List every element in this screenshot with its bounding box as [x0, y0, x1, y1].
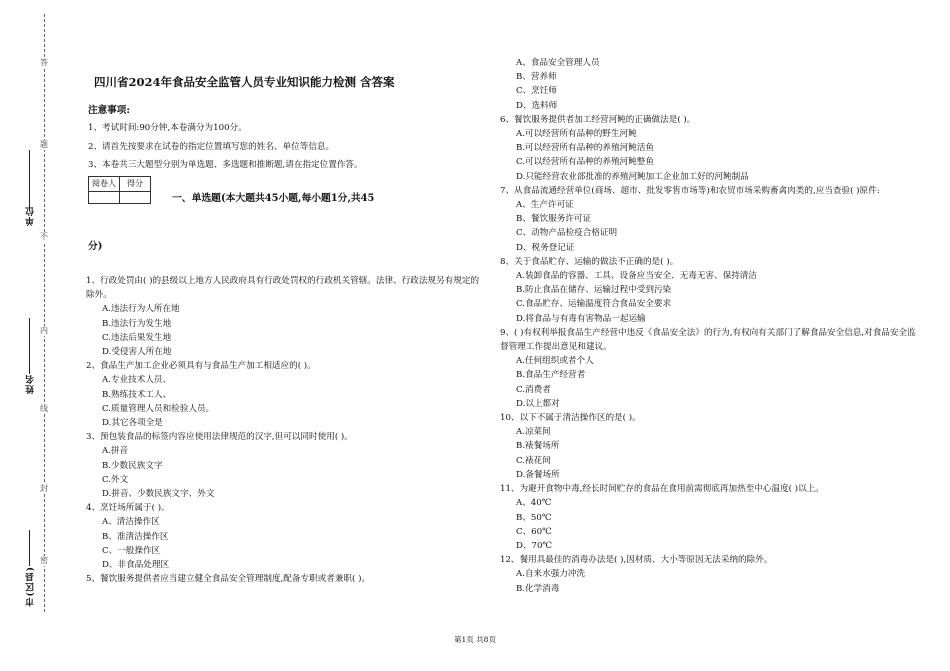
answer-option[interactable]: C、一般操作区 [102, 545, 161, 556]
question [500, 184, 918, 255]
question-stem: 9、( )有权利举报食品生产经营中违反《食品安全法》的行为,有权向有关部门了解食品安全信息,对食品安全监督管理工作提出意见和建议。 [500, 327, 916, 353]
answer-option[interactable]: A.专业技术人员、 [102, 375, 172, 386]
question-stem: 4、烹饪场所属于( )。 [86, 503, 170, 514]
answer-option[interactable]: B、餐饮服务许可证 [516, 214, 592, 225]
score-table [88, 176, 151, 204]
question-stem: 2、食品生产加工企业必须具有与食品生产加工相适应的( )。 [86, 361, 316, 372]
answer-option[interactable]: A、40℃ [516, 498, 552, 509]
answer-option[interactable]: A、生产许可证 [516, 200, 574, 211]
question-stem: 8、关于食品贮存、运输的做法不正确的是( )。 [500, 256, 679, 267]
name-fill-line [29, 318, 30, 374]
score-header: 得分 [120, 176, 151, 191]
unit-fill-line [29, 150, 30, 210]
question-stem: 1、行政处罚由( )的县级以上地方人民政府具有行政处罚权的行政机关管辖。法律、行政法规另有规定的除外。 [86, 275, 480, 301]
question [500, 113, 918, 184]
district-label: 市(区县) [26, 566, 36, 607]
answer-option[interactable]: C.违法后果发生地 [102, 332, 172, 343]
answer-option[interactable]: C、烹饪师 [516, 86, 557, 97]
question [500, 553, 918, 596]
district-fill-line [29, 530, 30, 566]
binding-char: 答 [37, 58, 51, 68]
answer-option[interactable]: B.违法行为发生地 [102, 318, 172, 329]
question [500, 326, 918, 411]
question [86, 430, 486, 501]
question [86, 274, 486, 359]
question [500, 482, 918, 553]
answer-option[interactable]: C.外文 [102, 474, 129, 485]
binding-char: 封 [37, 484, 51, 494]
answer-option[interactable]: B、准清洁操作区 [102, 531, 169, 542]
notice-item: 1、考试时间:90分钟,本卷满分为100分。 [88, 123, 247, 134]
answer-option[interactable]: A、食品安全管理人员 [516, 58, 600, 68]
question-stem: 12、餐用具最佳的消毒办法是( ),因材质、大小等原因无法采纳的除外。 [500, 555, 773, 566]
answer-option[interactable]: D、70℃ [516, 540, 553, 551]
answer-option[interactable]: D、税务登记证 [516, 242, 575, 253]
binding-dash-line [44, 14, 45, 612]
left-column [86, 72, 486, 586]
question [500, 411, 918, 482]
page-title: 四川省2024年食品安全监管人员专业知识能力检测 含答案 [94, 75, 395, 89]
answer-option[interactable]: A.拼音 [102, 446, 129, 457]
answer-option[interactable]: A.可以经营所有品种的野生河鲀 [516, 129, 637, 140]
answer-option[interactable]: C、60℃ [516, 526, 552, 537]
answer-option[interactable]: A.装卸食品的容器、工具、设备应当安全、无毒无害、保持清洁 [516, 271, 757, 282]
answer-option[interactable]: B.可以经营所有品种的养殖河鲀活鱼 [516, 143, 654, 154]
question [86, 359, 486, 430]
score-cell[interactable] [120, 191, 151, 203]
answer-option[interactable]: B.少数民族文字 [102, 460, 163, 471]
page-number: 第1页 共8页 [454, 635, 496, 644]
question-stem: 3、预包装食品的标签内容应使用法律规范的汉字,但可以同时使用( )。 [86, 432, 353, 443]
answer-option[interactable]: B、50℃ [516, 512, 552, 523]
answer-option[interactable]: D.备餐场所 [516, 469, 560, 480]
binding-char: 密 [37, 556, 51, 566]
question [86, 501, 486, 572]
reviewer-cell[interactable] [89, 191, 120, 203]
notice-heading: 注意事项: [88, 105, 130, 116]
question-stem: 11、为避开食物中毒,经长时间贮存的食品在食用前需彻底再加热至中心温度( )以上。 [500, 484, 824, 495]
answer-option[interactable]: D.拼音、少数民族文字、外文 [102, 488, 215, 499]
answer-option[interactable]: A.违法行为人所在地 [102, 304, 180, 315]
binding-char: 线 [37, 404, 51, 414]
answer-option[interactable]: C.裱花间 [516, 455, 551, 466]
answer-option[interactable]: B.熟练技术工人、 [102, 389, 172, 400]
binding-char: 内 [37, 326, 51, 336]
answer-option[interactable]: D、选料师 [516, 100, 558, 111]
answer-option[interactable]: A.凉菜间 [516, 427, 551, 438]
notice-item: 3、本卷共三大题型分别为单选题、多选题和推断题,请在指定位置作答。 [88, 160, 363, 171]
answer-option[interactable]: C.消费者 [516, 384, 551, 395]
answer-option[interactable]: C.食品贮存、运输温度符合食品安全要求 [516, 299, 672, 310]
binding-strip [0, 0, 70, 671]
answer-option[interactable]: D.其它各项全是 [102, 417, 163, 428]
answer-option[interactable]: D.将食品与有毒有害物品一起运输 [516, 313, 646, 324]
question-list-left [86, 274, 486, 586]
question-stem: 10、以下不属于清洁操作区的是( )。 [500, 413, 641, 424]
notice-item: 2、请首先按要求在试卷的指定位置填写您的姓名、单位等信息。 [88, 141, 335, 152]
answer-option[interactable]: D.受侵害人所在地 [102, 346, 172, 357]
answer-option[interactable]: B、营养师 [516, 72, 557, 83]
answer-option[interactable]: C.质量管理人员和检验人员。 [102, 403, 215, 414]
reviewer-header: 阅卷人 [89, 176, 120, 191]
section-title: 一、单选题(本大题共45小题,每小题1分,共45 [172, 192, 375, 204]
answer-option[interactable]: B.化学消毒 [516, 583, 560, 594]
unit-label: 单位 [26, 206, 36, 226]
answer-option[interactable]: B.食品生产经营者 [516, 370, 586, 381]
answer-option[interactable]: B.裱餐场所 [516, 441, 560, 452]
section-title-tail: 分) [88, 240, 103, 252]
answer-option[interactable]: A.自来水强力冲洗 [516, 569, 586, 580]
question-stem: 6、餐饮服务提供者加工经营河鲀的正确做法是( )。 [500, 114, 696, 125]
question-stem: 7、从食品流通经营单位(商场、超市、批发零售市场等)和农贸市场采购畜禽肉类的,应当查验( )原件: [500, 185, 880, 196]
answer-option[interactable]: D.以上都对 [516, 398, 560, 409]
answer-option[interactable]: A、清洁操作区 [102, 517, 160, 528]
question [86, 572, 486, 586]
answer-option[interactable]: C.可以经营所有品种的养殖河鲀整鱼 [516, 157, 654, 168]
name-label: 姓名 [26, 374, 36, 394]
answer-option[interactable]: A.任何组织或者个人 [516, 356, 594, 367]
question-stem: 5、餐饮服务提供者应当建立健全食品安全管理制度,配备专职或者兼职( )。 [86, 574, 371, 585]
answer-option[interactable]: B.防止食品在储存、运输过程中受到污染 [516, 285, 672, 296]
answer-option[interactable]: C、动物产品检疫合格证明 [516, 228, 618, 239]
question-continued [500, 56, 918, 113]
answer-option[interactable]: D.只能经营农业部批准的养殖河鲀加工企业加工好的河鲀制品 [516, 171, 749, 182]
question [500, 255, 918, 326]
answer-option[interactable]: D、非食品处理区 [102, 559, 170, 570]
binding-char: 题 [37, 140, 51, 150]
right-column [500, 56, 918, 596]
binding-char: 不 [37, 232, 51, 242]
score-section [86, 176, 486, 204]
